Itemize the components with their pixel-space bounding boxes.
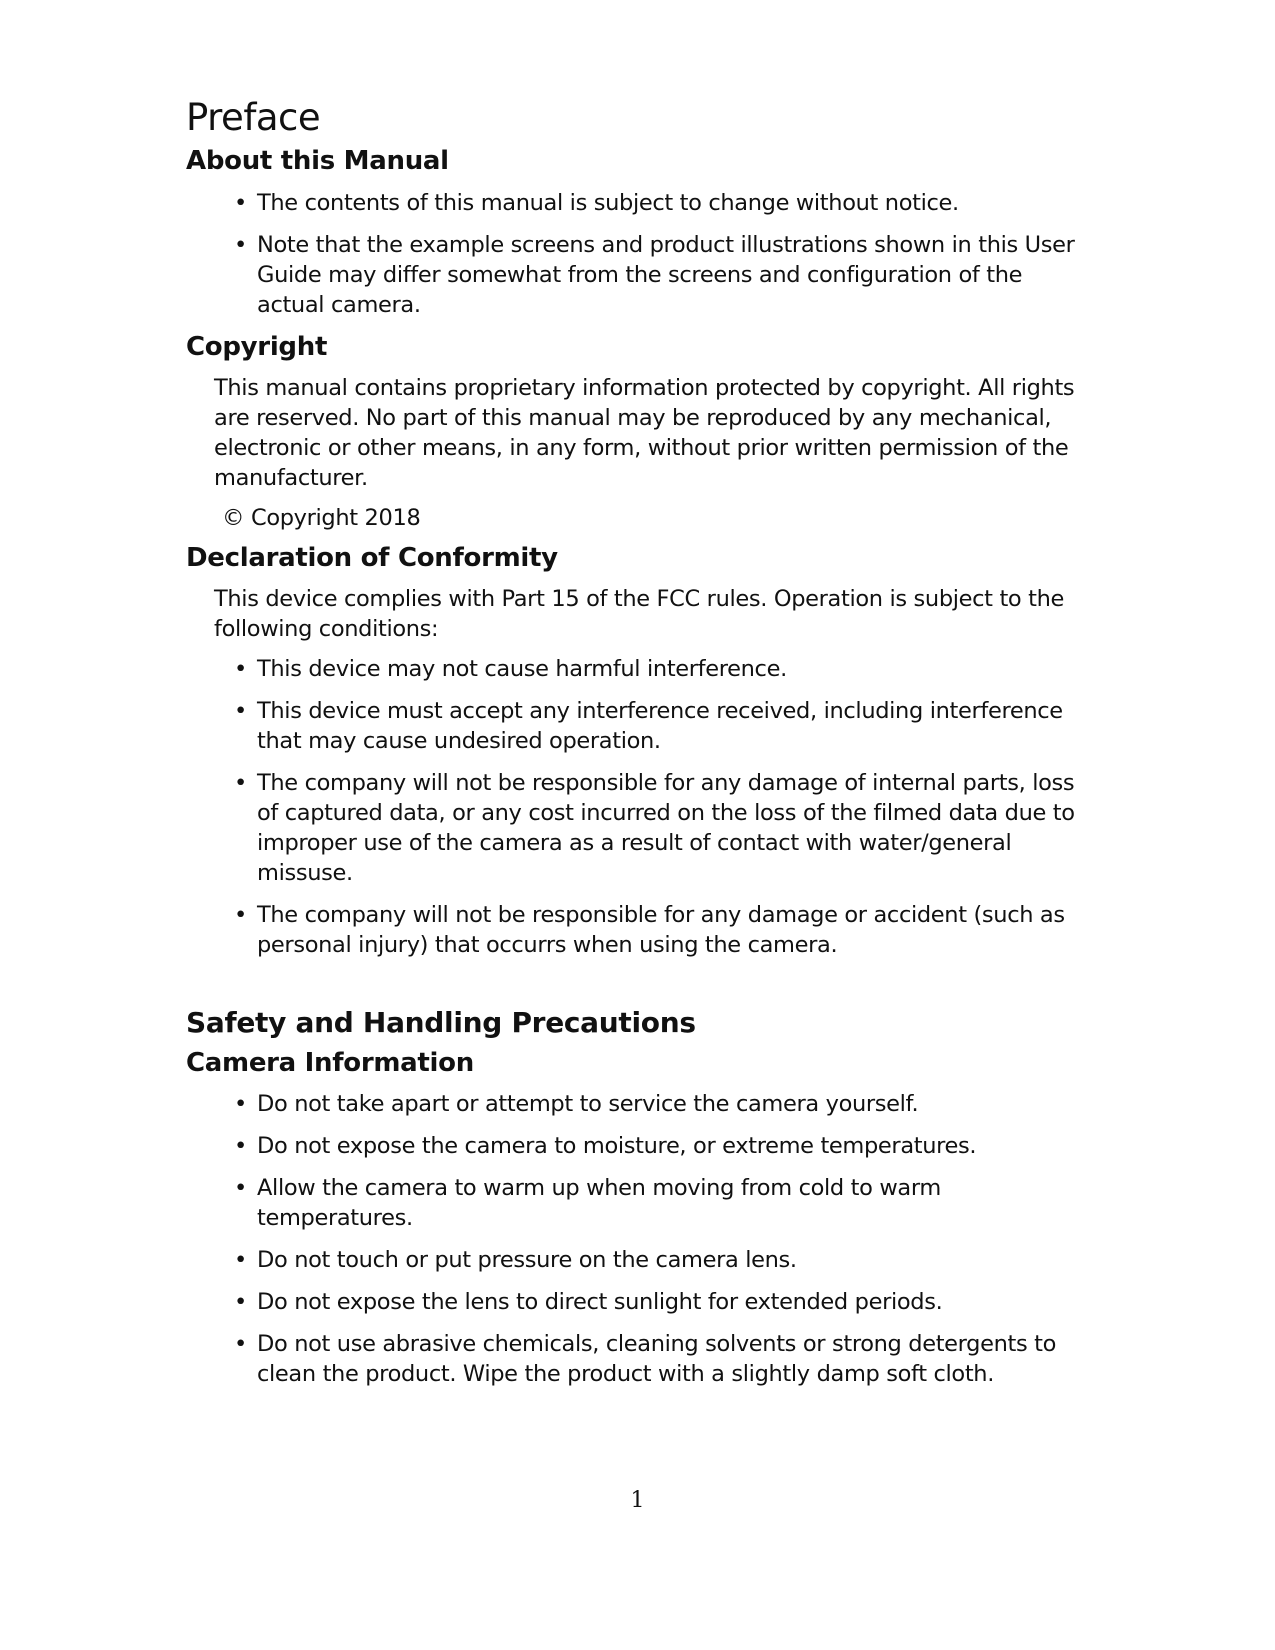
list-item: • Do not take apart or attempt to service the camera yourself. (234, 1090, 919, 1117)
bullet-icon: • (234, 697, 247, 724)
bullet-icon: • (234, 1246, 247, 1273)
list-item: • This device must accept any interference received, including interference that may cause undesired operation. (234, 697, 1063, 754)
page-title: Preface (186, 96, 321, 139)
camera-info-heading: Camera Information (186, 1047, 474, 1078)
list-item: • Allow the camera to warm up when moving from cold to warm temperatures. (234, 1174, 941, 1231)
list-item: • This device may not cause harmful interference. (234, 655, 787, 682)
conformity-paragraph: This device complies with Part 15 of the FCC rules. Operation is subject to the following conditions: (214, 585, 1065, 642)
bullet-icon: • (234, 1330, 247, 1357)
list-item: • Do not use abrasive chemicals, cleaning solvents or strong detergents to clean the product. Wipe the product with a slightly damp soft cloth. (234, 1330, 1057, 1387)
bullet-icon: • (234, 1132, 247, 1159)
about-list (186, 188, 1116, 320)
copyright-heading: Copyright (186, 331, 328, 362)
camera-info-list (186, 1089, 1116, 1389)
copyright-paragraph: This manual contains proprietary information protected by copyright. All rights are reserved. No part of this manual may be reproduced by any mechanical, electronic or other means, in any form, without prior written permission of the manufacturer. (214, 374, 1075, 491)
copyright-notice: © Copyright 2018 (222, 504, 421, 531)
list-item: • Do not expose the lens to direct sunlight for extended periods. (234, 1288, 943, 1315)
conformity-list (186, 654, 1116, 960)
bullet-icon: • (234, 1174, 247, 1201)
bullet-icon: • (234, 231, 247, 258)
safety-heading: Safety and Handling Precautions (186, 1005, 696, 1039)
about-heading: About this Manual (186, 146, 449, 177)
list-item: • The company will not be responsible for any damage of internal parts, loss of captured data, or any cost incurred on the loss of the filmed data due to improper use of the camera as a result of contact with water/general missuse. (234, 769, 1075, 886)
list-item: • The contents of this manual is subject to change without notice. (234, 189, 959, 216)
list-item: • The company will not be responsible for any damage or accident (such as personal injury) that occurrs when using the camera. (234, 901, 1065, 958)
conformity-heading: Declaration of Conformity (186, 542, 558, 573)
bullet-icon: • (234, 189, 247, 216)
bullet-icon: • (234, 1288, 247, 1315)
bullet-icon: • (234, 655, 247, 682)
bullet-icon: • (234, 769, 247, 796)
list-item: • Do not touch or put pressure on the camera lens. (234, 1246, 797, 1273)
page-number: 1 (630, 1488, 645, 1513)
document-page (186, 96, 1116, 1401)
bullet-icon: • (234, 901, 247, 928)
list-item: • Note that the example screens and product illustrations shown in this User Guide may differ somewhat from the screens and configuration of the actual camera. (234, 231, 1075, 318)
list-item: • Do not expose the camera to moisture, or extreme temperatures. (234, 1132, 977, 1159)
bullet-icon: • (234, 1090, 247, 1117)
